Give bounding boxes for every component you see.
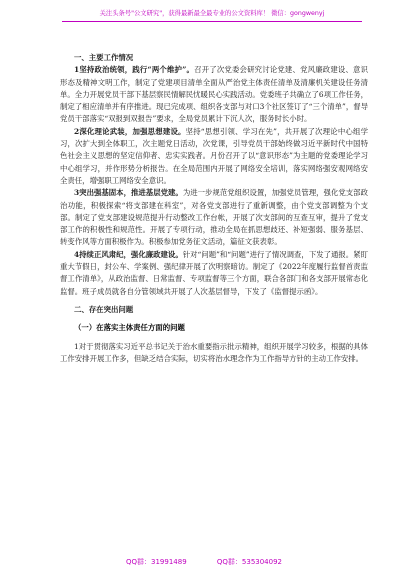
item-1-lead: 1坚持政治统领，践行“两个维护”。 <box>74 65 195 75</box>
paragraph-item-3 <box>60 187 368 248</box>
footer-qq-group-2: QQ群：535304092 <box>216 558 282 566</box>
item-3-body: 为进一步规范党组织设置，加强党员管理，强化党支部政治功能，积极探索“将支部建在科室”，对各党支部进行了重新调整，由个党支部调整为个支部。制定了党支部建设规范提升行动整改工作台帐，开展了次支部间的互查互审，提升了党支部工作的积极性和规范性。开展了专项行动，推动全局在抓思想歧还、补短强弱、服务基层、转变作风等方面积极作为。积极参加党务征文活动，篇征文获表彰。 <box>60 188 368 247</box>
paragraph-problem-1: 1对于贯彻落实习近平总书记关于治水重要指示批示精神，组织开展学习较多，根据的具体工作安排开展工作多，但缺乏结合实际，切实将治水理念作为工作指导方针的主动工作安排。 <box>60 341 368 363</box>
item-4-body: 针对“问题”和“问题”进行了情况调查，下发了通报。紧盯重大节假日，封公车、学案例、强纪律开展了次明察暗访。制定了《2022年度履行监督首责监督工作清单》，从政治监督、日常监督、专项监督等三个方面，联合各部门和各支部开展常态化监督。班子成员就各自分管领域共开展了人次基层督导，下发了《监督提示函》。 <box>60 249 368 296</box>
footer-qq-group-1: QQ群：31991489 <box>126 558 187 566</box>
paragraph-item-4 <box>60 249 368 298</box>
section-title-problems: 二、存在突出问题 <box>74 304 134 314</box>
page-footer <box>0 557 408 567</box>
item-3-lead: 3突出强基固本，推进基层党建。 <box>74 188 183 198</box>
item-1-body: 召开了次党委会研究讨论党建、党风廉政建设、意识形态及精神文明工作，制定了党建项目清单全面从严治党主体责任清单及清廉机关建设任务清单。全力开展党员干部下基层察民情解民忧暖民心实践活动。党委班子共确立了6项工作任务，制定了相应清单并有序推进。现已完成项、组织各支部与对口3个社区签订了“三个清单”，督导党员干部落实“双报到双报告”要求，全局党员累计下沉人次，服务时长小时。 <box>60 65 368 124</box>
subsection-title: （一）在落实主体责任方面的问题 <box>74 323 185 333</box>
section-title-work: 一、主要工作情况 <box>74 53 134 62</box>
document-body <box>60 52 368 365</box>
paragraph-item-1 <box>60 64 368 125</box>
item-2-lead: 2深化理论武装，加强思想建设。 <box>74 126 186 136</box>
item-2-body: 坚持“思想引领、学习在先”，共开展了次理论中心组学习，次扩大到全体职工，次主题党日活动，次党课，引导党员干部始终做习近平新时代中国特色社会主义思想的坚定信仰者、忠实实践者。月份召开了以“意识形态”为主题的党委理论学习中心组学习，并作形势分析报告。在全局范围内开展了网络安全培训，落实网络强安观网络安全责任，增强职工网络安全意识。 <box>60 126 368 185</box>
item-4-lead: 4持续正风肃纪，强化廉政建设。 <box>74 249 183 259</box>
page-header: 关注头条号"公文研究"，获得最新最全最专业的公文资料库！ 微信：gongwenyj <box>62 8 362 22</box>
paragraph-item-2 <box>60 126 368 187</box>
